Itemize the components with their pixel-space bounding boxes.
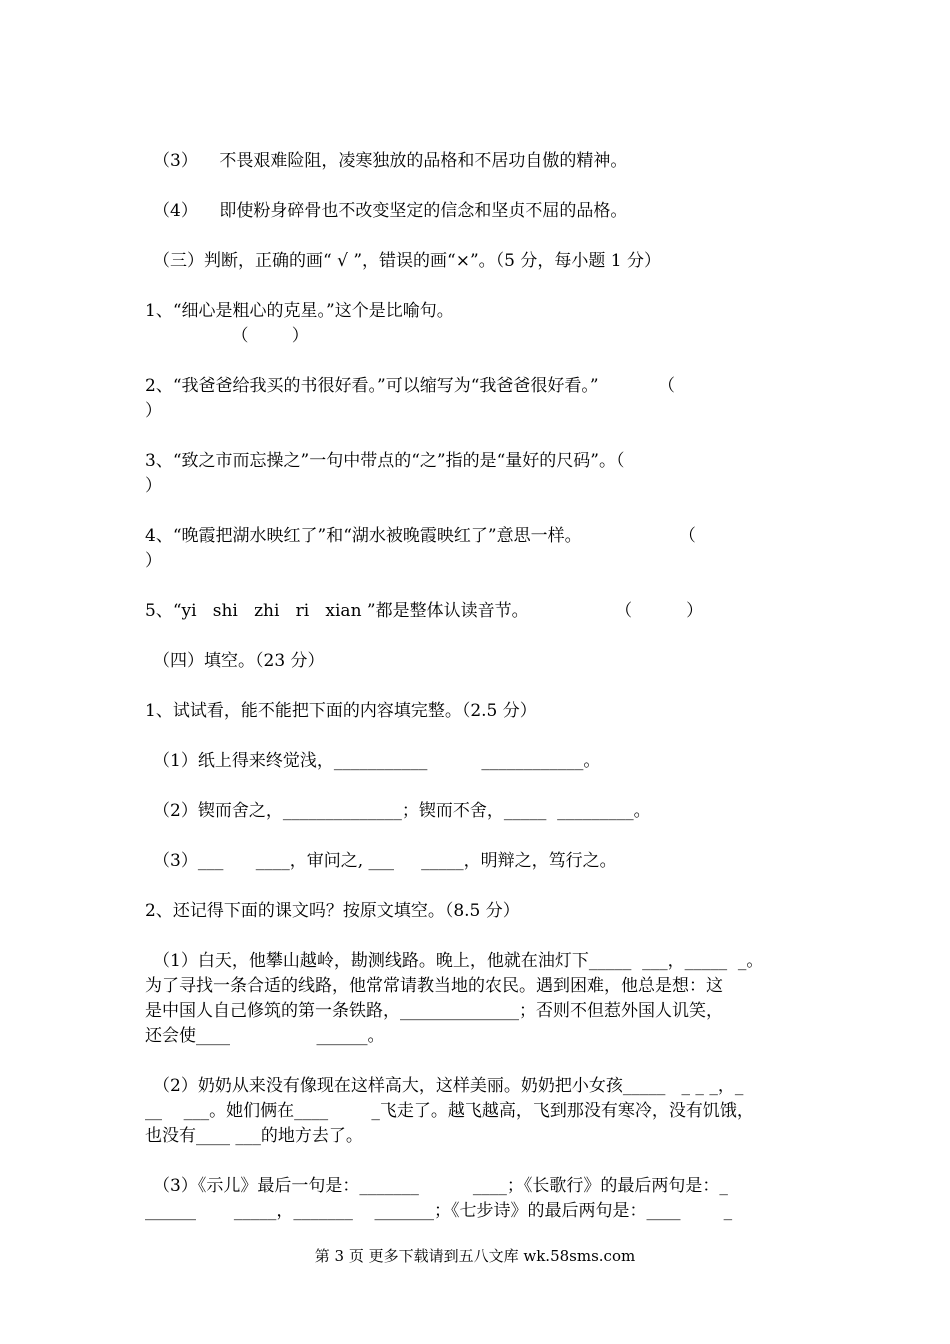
fill-item-1-3: （3）___ ____，审问之, ___ _____，明辩之，笃行之。 bbox=[153, 851, 617, 871]
fill-item-2-2-line-2: __ ___。她们俩在____ _飞走了。越飞越高，飞到那没有寒冷，没有饥饿， bbox=[145, 1101, 754, 1121]
fill-item-2-1-line-4: 还会使____ ______。 bbox=[145, 1026, 385, 1046]
fill-item-2-2-line-1: （2）奶奶从来没有像现在这样高大，这样美丽。奶奶把小女孩_____ _ _ _，_ bbox=[153, 1076, 744, 1096]
judgment-question-4: 4、“晚霞把湖水映红了”和“湖水被晚霞映红了”意思一样。 （ bbox=[145, 526, 696, 546]
fill-item-2-3-line-2: ______ _____，_______ _______；《七步诗》的最后两句是：____ _ bbox=[145, 1201, 733, 1221]
judgment-answer-bracket-1: （ ） bbox=[145, 326, 309, 346]
fill-item-1-2: （2）锲而舍之，______________；锲而不舍，_____ _________。 bbox=[153, 801, 651, 821]
answer-option-4: （4） 即使粉身碎骨也不改变坚定的信念和坚贞不屈的品格。 bbox=[153, 201, 628, 221]
fill-question-1-heading: 1、试试看，能不能把下面的内容填完整。（2.5 分） bbox=[145, 701, 537, 721]
judgment-bracket-close-4: ） bbox=[145, 551, 162, 571]
judgment-question-2: 2、“我爸爸给我买的书很好看。”可以缩写为“我爸爸很好看。” （ bbox=[145, 376, 676, 396]
page-footer: 第 3 页 更多下载请到五八文库 wk.58sms.com bbox=[314, 1247, 636, 1265]
judgment-bracket-close-2: ） bbox=[145, 401, 162, 421]
fill-item-2-1-line-2: 为了寻找一条合适的线路，他常常请教当地的农民。遇到困难，他总是想：这 bbox=[145, 976, 723, 996]
fill-question-2-heading: 2、还记得下面的课文吗？按原文填空。（8.5 分） bbox=[145, 901, 520, 921]
fill-item-2-1-line-3: 是中国人自己修筑的第一条铁路，______________；否则不但惹外国人讥笑， bbox=[145, 1001, 723, 1021]
judgment-question-1: 1、“细心是粗心的克星。”这个是比喻句。 bbox=[145, 301, 454, 321]
section-heading-fill: （四）填空。（23 分） bbox=[153, 651, 325, 671]
judgment-question-3: 3、“致之市而忘操之”一句中带点的“之”指的是“量好的尺码”。（ bbox=[145, 451, 625, 471]
answer-option-3: （3） 不畏艰难险阻，凌寒独放的品格和不居功自傲的精神。 bbox=[153, 151, 628, 171]
section-heading-judgment: （三）判断，正确的画“ √ ”，错误的画“×”。（5 分，每小题 1 分） bbox=[153, 251, 661, 271]
fill-item-2-1-line-1: （1）白天，他攀山越岭，勘测线路。晚上，他就在油灯下_____ ___，_____ _。 bbox=[153, 951, 764, 971]
judgment-bracket-close-3: ） bbox=[145, 476, 162, 496]
judgment-question-5: 5、“yi shi zhi ri xian ”都是整体认读音节。 （ ） bbox=[145, 601, 704, 621]
fill-item-1-1: （1）纸上得来终觉浅，___________ ____________。 bbox=[153, 751, 601, 771]
fill-item-2-3-line-1: （3）《示儿》最后一句是：_______ ____；《长歌行》的最后两句是：_ bbox=[153, 1176, 728, 1196]
fill-item-2-2-line-3: 也没有____ ___的地方去了。 bbox=[145, 1126, 363, 1146]
